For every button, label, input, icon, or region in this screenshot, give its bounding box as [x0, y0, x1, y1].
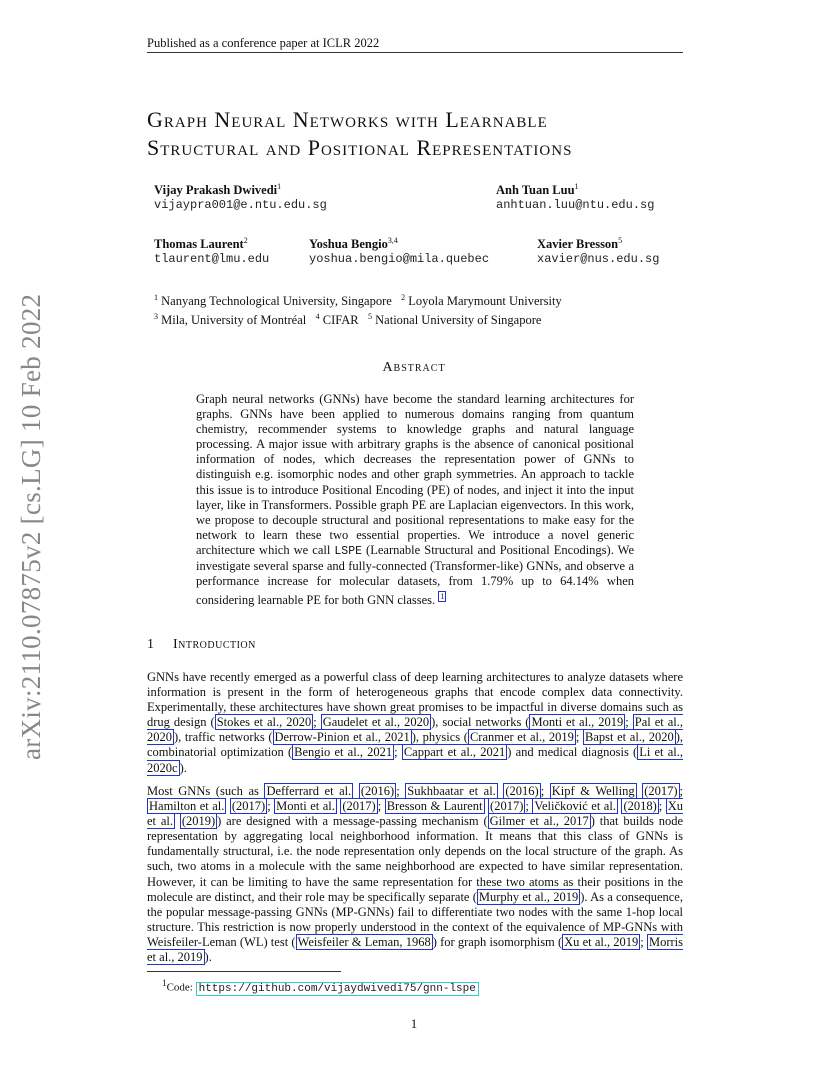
author-name: Anh Tuan Luu — [496, 183, 575, 198]
abstract-body: Graph neural networks (GNNs) have become the standard learning architectures for graphs. GNNs have been applied to numerous domains ranging from quantum chemistry, recommender systems to knowledge graphs and natural language processing. A major issue with arbitrary graphs is the absence of canonical positional information of nodes, which decreases the representation power of GNNs to distinguish e.g. isomorphic nodes and other graph symmetries. An approach to tackle this issue is to introduce Positional Encoding (PE) of nodes, and inject it into the input layer, like in Transformers. Possible graph PE are Laplacian eigenvectors. In this work, we propose to decouple structural and positional representations to make easy for the network to learn these two essential properties. We introduce a novel generic architecture which we call LSPE (Learnable Structural and Positional Encodings). We investigate several sparse and fully-connected (Transformer-like) GNNs, and observe a performance increase for molecular datasets, from 1.79% up to 64.14% when considering learnable PE for both GNN classes. $^1$ — [196, 392, 634, 608]
footnote — [162, 978, 479, 995]
citation-year-link[interactable]: (2017) — [644, 784, 678, 798]
citation-year-link[interactable]: (2017) — [342, 799, 376, 814]
citation-link[interactable]: Li et al., 2020c — [147, 745, 683, 775]
citation-link[interactable]: Morris et al., 2019 — [147, 934, 683, 965]
author-block-5: Xavier Bresson$^5$ xavier@nus.edu.sg — [537, 236, 660, 267]
intro-paragraph-1: GNNs have recently emerged as a powerful class of deep learning architectures to analyze datasets where information is present in the form of heterogeneous graphs that encode complex data connectivity. Experimentally, these architectures have shown great promises to be impactful in diverse domains such as drug design ( Stokes et al., 2020 ; Gaudelet et al., 2020 ), social networks ( Monti et al., 2019 ; Pal et al., 2020 ), traffic networks ( Derrow-Pinion et al., 2021 ), physics ( Cranmer et al., 2019 ; Bapst et al., 2020 ), combinatorial optimization ( Bengio et al., 2021 ; Cappart et al., 2021 ) and medical diagnosis ( Li et al., 2020c ). — [147, 670, 683, 775]
paper-title — [147, 106, 707, 162]
affiliations: $^1$ Nanyang Technological University, Singapore $^2$ Loyola Marymount University $^3$ Mila, University of Montréal $^4$ CIFAR $^5$ National University of Singapore — [154, 293, 562, 328]
title-line-2: Structural and Positional Representations — [147, 135, 573, 160]
author-email[interactable]: anhtuan.luu@ntu.edu.sg — [496, 198, 655, 213]
author-name: Vijay Prakash Dwivedi — [154, 183, 278, 198]
citation-year-link[interactable]: (2016) — [505, 784, 539, 798]
footnote-label: Code: — [166, 981, 196, 994]
author-name: Thomas Laurent — [154, 237, 244, 252]
author-block-1: Vijay Prakash Dwivedi$^1$ vijaypra001@e.ntu.edu.sg — [154, 182, 327, 213]
citation-link[interactable]: Pal et al., 2020 — [147, 715, 683, 745]
author-name: Yoshua Bengio — [309, 237, 388, 252]
footnote-link[interactable]: 1 — [440, 592, 445, 602]
citation-link[interactable]: Veličković et al. — [534, 799, 616, 814]
citation-link[interactable]: Murphy et al., 2019 — [478, 889, 579, 904]
arxiv-stamp-text: arXiv:2110.07875v2 [cs.LG] 10 Feb 2022 — [16, 293, 46, 760]
affiliation-4: CIFAR — [322, 313, 359, 328]
citation-year-link[interactable]: (2017) — [490, 799, 524, 814]
citation-link[interactable]: Gaudelet et al., 2020 — [322, 715, 430, 730]
header-rule — [147, 52, 683, 53]
author-email[interactable]: yoshua.bengio@mila.quebec — [309, 252, 490, 267]
citation-year-link[interactable]: (2019) — [181, 814, 216, 829]
venue-header: Published as a conference paper at ICLR 2022 — [147, 36, 380, 50]
author-email[interactable]: vijaypra001@e.ntu.edu.sg — [154, 198, 327, 213]
citation-link[interactable]: Monti et al., 2019 — [531, 715, 624, 730]
section-heading — [147, 637, 256, 653]
citation-year-link[interactable]: (2018) — [623, 799, 657, 814]
citation-link[interactable]: Defferrard et al. — [266, 784, 352, 798]
intro-paragraph-2: Most GNNs (such as Defferrard et al. (2016) ; Sukhbaatar et al. (2016) ; Kipf & Welling (2017) ; Hamilton et al. (2017) ; Monti et al. (2017) ; Bresson & Laurent (2017) ; Veličković et al. (2018) ; Xu et al. (2019) ) are designed with a message-passing mechanism ( Gilmer et al., 2017 ) that builds node representation by aggregating local neighborhood information. It means that this class of GNNs is fundamentally structural, i.e. the node representation only depends on the local structure of the graph. As such, two atoms in a molecule with the same neighborhood are expected to have similar representation. However, it can be limiting to have the same representation for these two atoms as their positions in the molecule are distinct, and their role may be specifically separate ( Murphy et al., 2019 ). As a consequence, the popular message-passing GNNs (MP-GNNs) fail to differentiate two nodes with the same 1-hop local structure. This restriction is now properly understood in the context of the equivalence of MP-GNNs with Weisfeiler-Leman (WL) test ( Weisfeiler & Leman, 1968 ) for graph isomorphism ( Xu et al., 2019 ; Morris et al., 2019 ). — [147, 784, 684, 965]
page-number: 1 — [410, 1016, 418, 1031]
citation-link[interactable]: Sukhbaatar et al. — [407, 784, 496, 798]
author-email[interactable]: xavier@nus.edu.sg — [537, 252, 660, 267]
section-number: 1 — [147, 637, 155, 652]
affiliation-3: Mila, University of Montréal — [161, 313, 307, 328]
citation-link[interactable]: Bresson & Laurent — [386, 799, 483, 814]
citation-link[interactable]: Derrow-Pinion et al., 2021 — [274, 730, 410, 745]
author-block-2: Anh Tuan Luu$^1$ anhtuan.luu@ntu.edu.sg — [496, 182, 655, 213]
citation-year-link[interactable]: (2016) — [360, 784, 395, 798]
affiliation-2: Loyola Marymount University — [408, 294, 562, 309]
citation-link[interactable]: Gilmer et al., 2017 — [489, 814, 589, 829]
lspe-term: LSPE — [334, 544, 362, 558]
code-url-link[interactable]: https://github.com/vijaydwivedi75/gnn-lspe — [196, 982, 479, 996]
citation-link[interactable]: Monti et al. — [276, 799, 335, 814]
citation-link[interactable]: Cappart et al., 2021 — [403, 745, 506, 760]
author-block-3: Thomas Laurent$^2$ tlaurent@lmu.edu — [154, 236, 270, 267]
citation-link[interactable]: Cranmer et al., 2019 — [469, 730, 574, 745]
author-name: Xavier Bresson — [537, 237, 619, 252]
citation-link[interactable]: Xu et al. — [147, 799, 684, 829]
affiliation-1: Nanyang Technological University, Singapore — [161, 294, 392, 309]
citation-link[interactable]: Xu et al., 2019 — [564, 934, 639, 949]
citation-link[interactable]: Bapst et al., 2020 — [585, 730, 674, 745]
footnote-mark: 1 — [162, 978, 167, 988]
section-title: Introduction — [173, 637, 256, 652]
affiliation-5: National University of Singapore — [375, 313, 542, 328]
citation-link[interactable]: Hamilton et al. — [149, 799, 225, 814]
author-email[interactable]: tlaurent@lmu.edu — [154, 252, 270, 267]
footnote-rule — [147, 971, 341, 972]
abstract-heading: Abstract — [382, 360, 446, 375]
citation-link[interactable]: Kipf & Welling — [551, 784, 635, 798]
author-block-4: Yoshua Bengio$^{3,4}$ yoshua.bengio@mila.quebec — [309, 236, 490, 267]
title-line-1: Graph Neural Networks with Learnable — [147, 107, 548, 132]
citation-link[interactable]: Bengio et al., 2021 — [294, 745, 393, 760]
citation-link[interactable]: Weisfeiler & Leman, 1968 — [297, 934, 431, 949]
citation-link[interactable]: Stokes et al., 2020 — [216, 715, 312, 730]
citation-year-link[interactable]: (2017) — [231, 799, 266, 814]
